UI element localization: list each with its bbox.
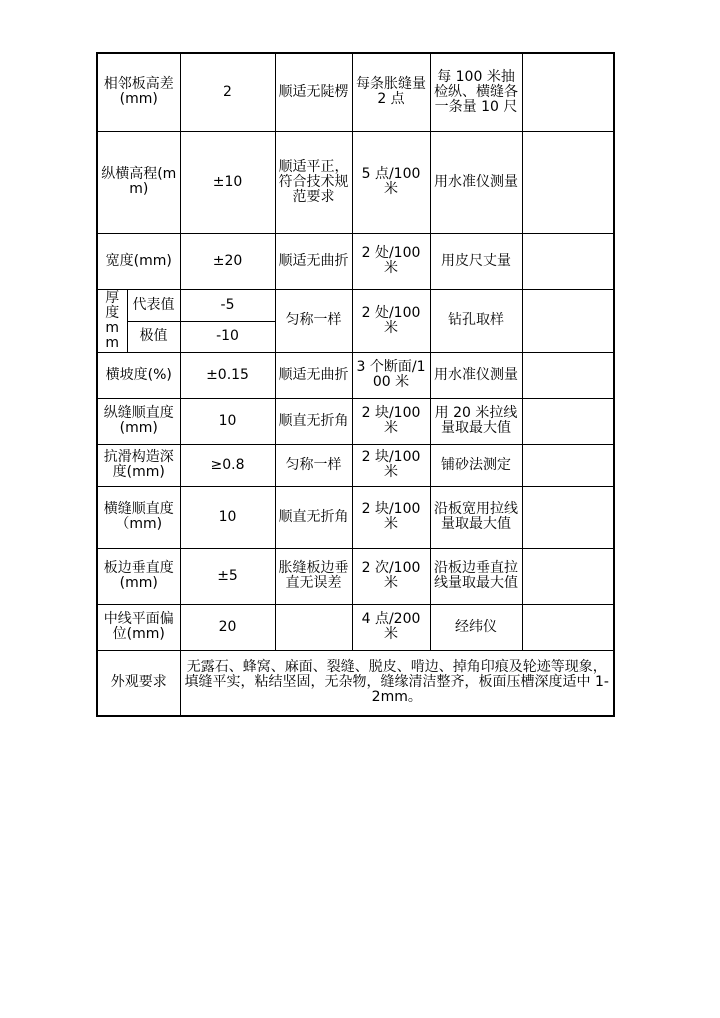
frequency-cell: 2 处/100米 xyxy=(352,289,430,352)
sub-item-cell: 极值 xyxy=(127,321,180,352)
item-cell: 纵横高程(mm) xyxy=(97,131,180,233)
requirement-cell: 顺直无折角 xyxy=(275,398,352,444)
item-cell: 抗滑构造深度(mm) xyxy=(97,444,180,486)
frequency-cell: 2 处/100米 xyxy=(352,233,430,289)
requirement-cell: 顺适无曲折 xyxy=(275,233,352,289)
method-cell: 用水准仪测量 xyxy=(430,131,522,233)
frequency-cell: 2 块/100米 xyxy=(352,398,430,444)
empty-cell xyxy=(522,486,614,548)
tolerance-cell: ±0.15 xyxy=(180,352,275,398)
frequency-cell: 4 点/200米 xyxy=(352,604,430,650)
method-cell: 用 20 米拉线量取最大值 xyxy=(430,398,522,444)
requirement-cell: 顺适无曲折 xyxy=(275,352,352,398)
item-cell: 横坡度(%) xyxy=(97,352,180,398)
requirement-cell: 匀称一样 xyxy=(275,444,352,486)
table-row xyxy=(97,289,614,321)
empty-cell xyxy=(522,604,614,650)
table-row xyxy=(97,53,614,131)
requirement-cell: 顺适无陡楞 xyxy=(275,53,352,131)
table-row xyxy=(97,548,614,604)
frequency-cell: 3 个断面/100 米 xyxy=(352,352,430,398)
method-cell: 经纬仪 xyxy=(430,604,522,650)
item-cell: 宽度(mm) xyxy=(97,233,180,289)
empty-cell xyxy=(522,233,614,289)
item-cell: 板边垂直度(mm) xyxy=(97,548,180,604)
table-row xyxy=(97,444,614,486)
empty-cell xyxy=(522,352,614,398)
method-cell: 用水准仪测量 xyxy=(430,352,522,398)
item-cell: 厚度mm xyxy=(97,289,127,352)
item-cell: 纵缝顺直度(mm) xyxy=(97,398,180,444)
method-cell: 用皮尺丈量 xyxy=(430,233,522,289)
item-cell: 横缝顺直度（mm) xyxy=(97,486,180,548)
frequency-cell: 2 块/100米 xyxy=(352,486,430,548)
empty-cell xyxy=(522,548,614,604)
quality-standard-table xyxy=(96,52,615,717)
tolerance-cell: ±5 xyxy=(180,548,275,604)
table-row xyxy=(97,604,614,650)
empty-cell xyxy=(522,131,614,233)
requirement-cell xyxy=(275,604,352,650)
method-cell: 钻孔取样 xyxy=(430,289,522,352)
tolerance-cell: 10 xyxy=(180,486,275,548)
requirement-cell: 顺直无折角 xyxy=(275,486,352,548)
tolerance-cell: 20 xyxy=(180,604,275,650)
method-cell: 每 100 米抽检纵、横缝各一条量 10 尺 xyxy=(430,53,522,131)
table-row xyxy=(97,650,614,716)
empty-cell xyxy=(522,53,614,131)
empty-cell xyxy=(522,289,614,352)
method-cell: 沿板边垂直拉线量取最大值 xyxy=(430,548,522,604)
method-cell: 铺砂法测定 xyxy=(430,444,522,486)
appearance-label: 外观要求 xyxy=(97,650,180,716)
tolerance-cell: 10 xyxy=(180,398,275,444)
tolerance-cell: -10 xyxy=(180,321,275,352)
frequency-cell: 2 次/100米 xyxy=(352,548,430,604)
tolerance-cell: ±20 xyxy=(180,233,275,289)
method-cell: 沿板宽用拉线量取最大值 xyxy=(430,486,522,548)
requirement-cell: 匀称一样 xyxy=(275,289,352,352)
item-cell: 相邻板高差(mm) xyxy=(97,53,180,131)
table-row xyxy=(97,352,614,398)
tolerance-cell: 2 xyxy=(180,53,275,131)
requirement-cell: 顺适平正，符合技术规范要求 xyxy=(275,131,352,233)
table-row xyxy=(97,131,614,233)
sub-item-cell: 代表值 xyxy=(127,289,180,321)
requirement-cell: 胀缝板边垂直无误差 xyxy=(275,548,352,604)
frequency-cell: 2 块/100米 xyxy=(352,444,430,486)
item-cell: 中线平面偏位(mm) xyxy=(97,604,180,650)
tolerance-cell: ±10 xyxy=(180,131,275,233)
empty-cell xyxy=(522,444,614,486)
table-row xyxy=(97,398,614,444)
tolerance-cell: -5 xyxy=(180,289,275,321)
table-row xyxy=(97,486,614,548)
tolerance-cell: ≥0.8 xyxy=(180,444,275,486)
appearance-text: 无露石、蜂窝、麻面、裂缝、脱皮、啃边、掉角印痕及轮迹等现象，填缝平实，粘结坚固，无杂物，缝缘清洁整齐，板面压槽深度适中 1-2mm。 xyxy=(180,650,614,716)
frequency-cell: 5 点/100米 xyxy=(352,131,430,233)
frequency-cell: 每条胀缝量 2 点 xyxy=(352,53,430,131)
table-row xyxy=(97,233,614,289)
empty-cell xyxy=(522,398,614,444)
